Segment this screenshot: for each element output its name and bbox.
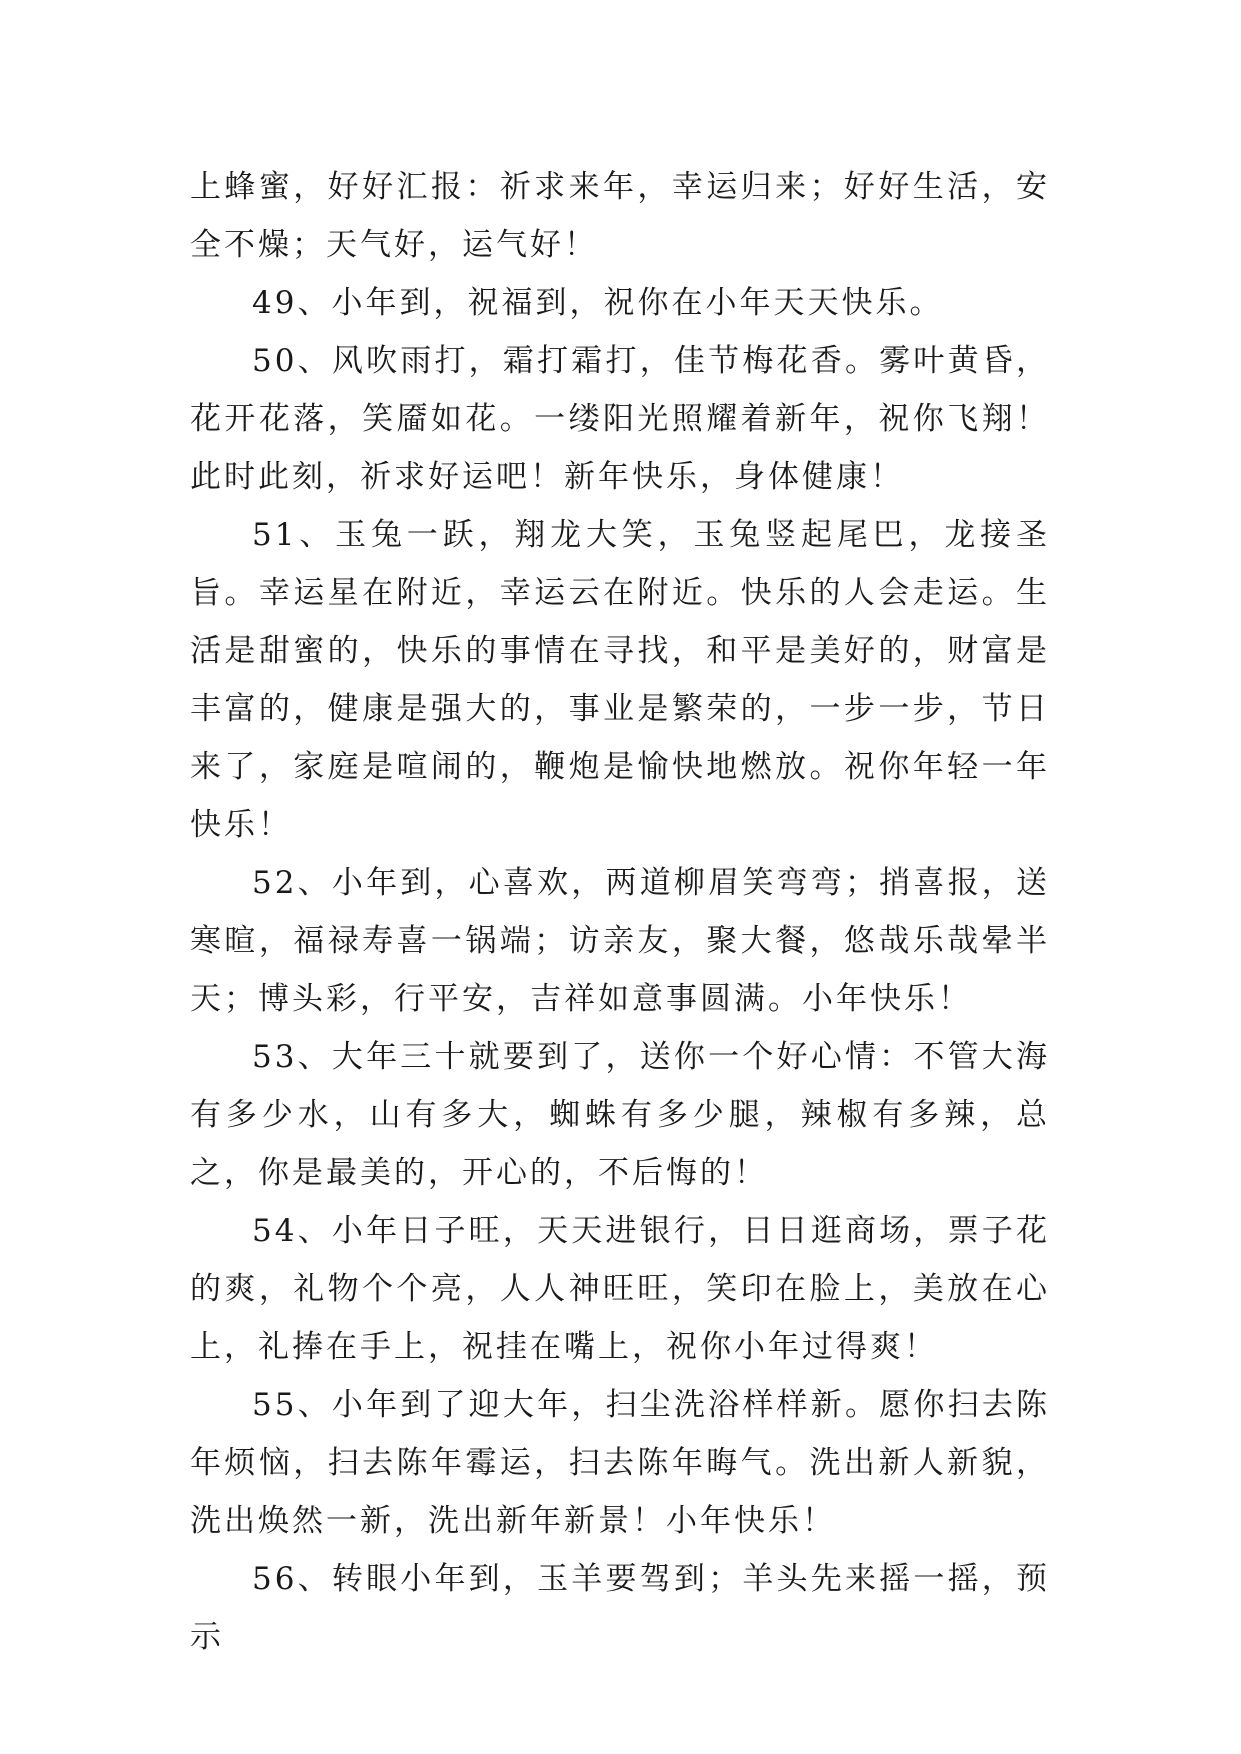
paragraph-51: 51、玉兔一跃，翔龙大笑，玉兔竖起尾巴，龙接圣旨。幸运星在附近，幸运云在附近。快乐的人会走运。生活是甜蜜的，快乐的事情在寻找，和平是美好的，财富是丰富的，健康是强大的，事业是繁荣的，一步一步，节日来了，家庭是喧闹的，鞭炮是愉快地燃放。祝你年轻一年快乐！ [190,517,1050,843]
document-body [190,158,1050,1666]
paragraph-50: 50、风吹雨打，霜打霜打，佳节梅花香。雾叶黄昏，花开花落，笑靥如花。一缕阳光照耀着新年，祝你飞翔！此时此刻，祈求好运吧！新年快乐，身体健康！ [190,343,1050,495]
paragraph-49: 49、小年到，祝福到，祝你在小年天天快乐。 [252,285,944,321]
paragraph-52: 52、小年到，心喜欢，两道柳眉笑弯弯；捎喜报，送寒暄，福禄寿喜一锅端；访亲友，聚大餐，悠哉乐哉晕半天；博头彩，行平安，吉祥如意事圆满。小年快乐！ [190,865,1050,1017]
paragraph-54: 54、小年日子旺，天天进银行，日日逛商场，票子花的爽，礼物个个亮，人人神旺旺，笑印在脸上，美放在心上，礼捧在手上，祝挂在嘴上，祝你小年过得爽！ [190,1213,1050,1365]
paragraph-55: 55、小年到了迎大年，扫尘洗浴样样新。愿你扫去陈年烦恼，扫去陈年霉运，扫去陈年晦气。洗出新人新貌，洗出焕然一新，洗出新年新景！小年快乐！ [190,1387,1050,1539]
paragraph-56: 56、转眼小年到，玉羊要驾到；羊头先来摇一摇，预示 [190,1561,1050,1655]
paragraph-continuation: 上蜂蜜，好好汇报：祈求来年，幸运归来；好好生活，安全不燥；天气好，运气好！ [190,169,1050,263]
paragraph-53: 53、大年三十就要到了，送你一个好心情：不管大海有多少水，山有多大，蜘蛛有多少腿，辣椒有多辣，总之，你是最美的，开心的，不后悔的！ [190,1039,1050,1191]
